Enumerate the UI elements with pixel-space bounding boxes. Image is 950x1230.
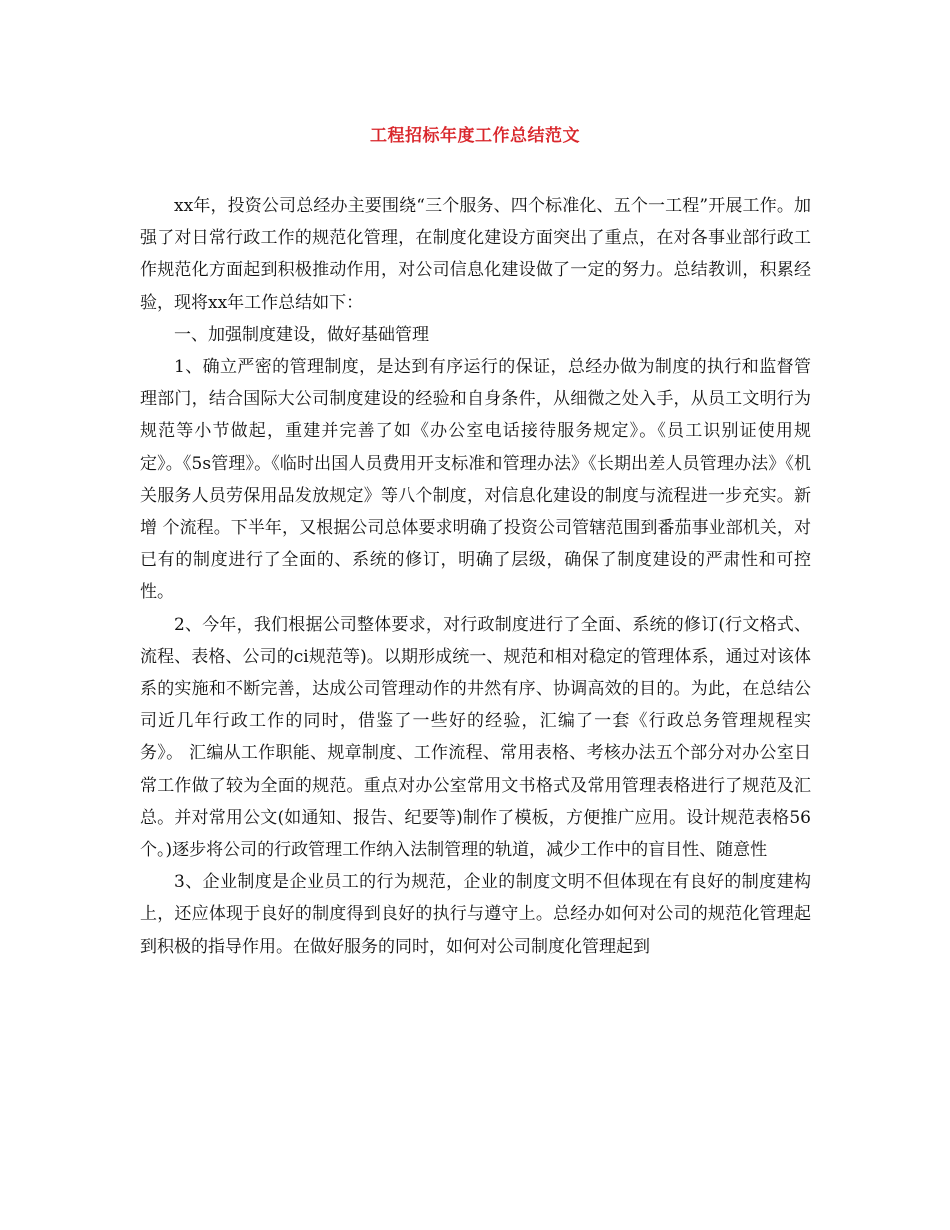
section-heading: 一、加强制度建设，做好基础管理 <box>174 324 429 345</box>
paragraph-item-1: 1、确立严密的管理制度，是达到有序运行的保证，总经办做为制度的执行和监督管理部门，结合国际大公司制度建设的经验和自身条件，从细微之处入手，从员工文明行为规范等小节做起，重建并完善了如《办公室电话接待服务规定》。《员工识别证使用规定》。《5s管理》。《临时出国人员费用开支标准和管理办法》《长期出差人员管理办法》《机关服务人员劳保用品发放规定》等八个制度，对信息化建设的制度与流程进一步充实。新增 个流程。下半年，又根据公司总体要求明确了投资公司管辖范围到番茄事业部机关，对已有的制度进行了全面的、系统的修订，明确了层级，确保了制度建设的严肃性和可控性。 <box>140 357 811 603</box>
document-title: 工程招标年度工作总结范文 <box>370 126 580 146</box>
paragraph-intro: xx年，投资公司总经办主要围绕“三个服务、四个标准化、五个一工程”开展工作。加强了对日常行政工作的规范化管理，在制度化建设方面突出了重点，在对各事业部行政工作规范化方面起到积极推动作用，对公司信息化建设做了一定的努力。总结教训，积累经验，现将xx年工作总结如下： <box>140 196 811 313</box>
paragraph-item-2: 2、今年，我们根据公司整体要求，对行政制度进行了全面、系统的修订(行文格式、流程、表格、公司的ci规范等)。以期形成统一、规范和相对稳定的管理体系，通过对该体系的实施和不断完善，达成公司管理动作的井然有序、协调高效的目的。为此，在总结公司近几年行政工作的同时，借鉴了一些好的经验，汇编了一套《行政总务管理规程实务》。 汇编从工作职能、规章制度、工作流程、常用表格、考核办法五个部分对办公室日常工作做了较为全面的规范。重点对办公室常用文书格式及常用管理表格进行了规范及汇总。并对常用公文(如通知、报告、纪要等)制作了模板，方便推广应用。设计规范表格56个。)逐步将公司的行政管理工作纳入法制管理的轨道，减少工作中的盲目性、随意性 <box>140 614 811 861</box>
document-body <box>140 190 811 963</box>
paragraph-item-3: 3、企业制度是企业员工的行为规范，企业的制度文明不但体现在有良好的制度建构上，还应体现于良好的制度得到良好的执行与遵守上。总经办如何对公司的规范化管理起到积极的指导作用。在做好服务的同时，如何对公司制度化管理起到 <box>140 872 811 957</box>
